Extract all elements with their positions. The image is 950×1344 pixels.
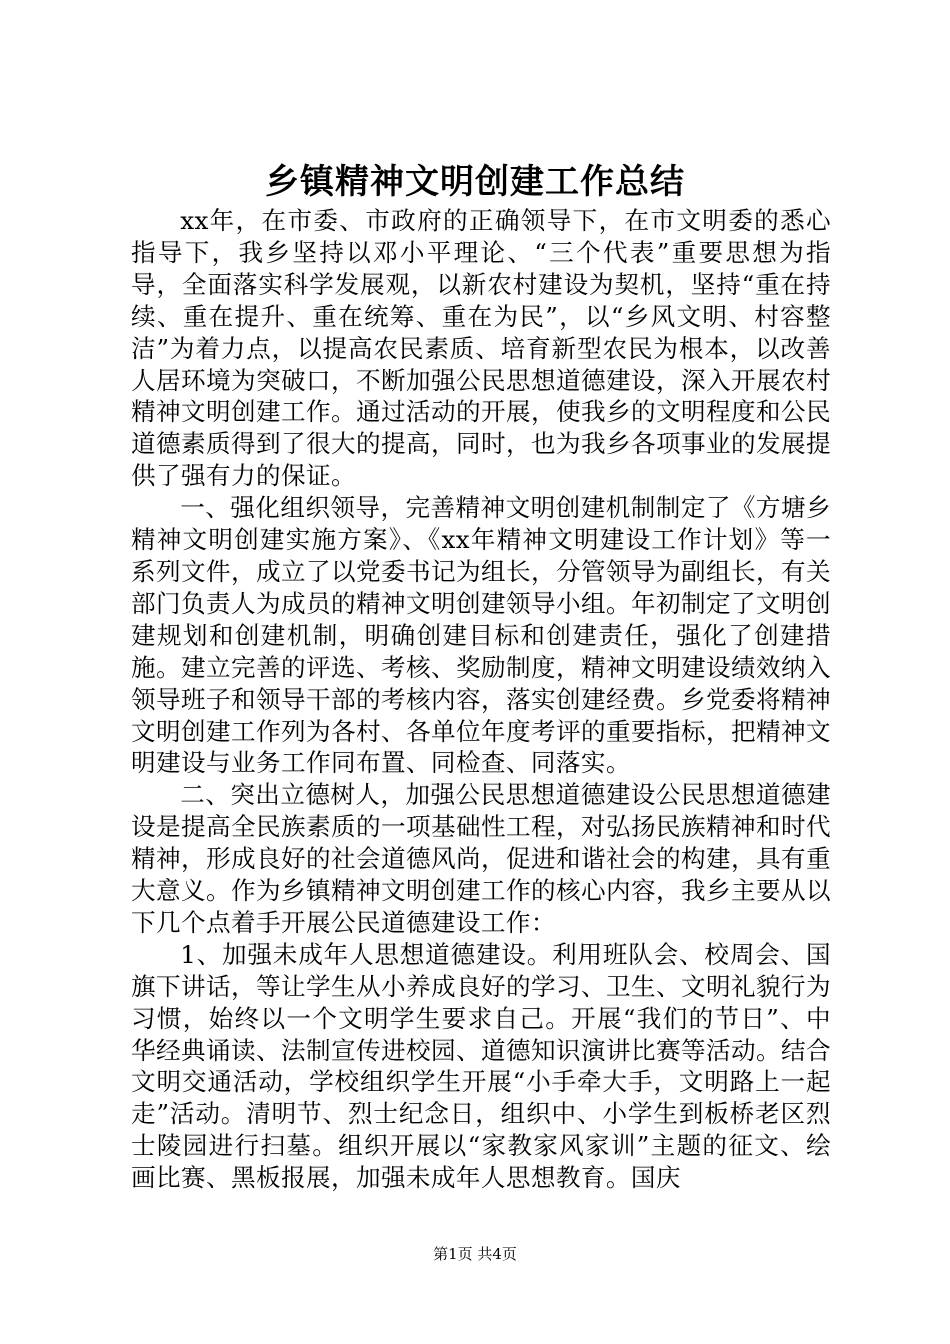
document-title: 乡镇精神文明创建工作总结 [265, 162, 685, 202]
document-body [131, 205, 831, 1194]
paragraph-section-1: 一、强化组织领导，完善精神文明创建机制制定了《方塘乡精神文明创建实施方案》、《xx年精神文明建设工作计划》等一系列文件，成立了以党委书记为组长，分管领导为副组长，有关部门负责人为成员的精神文明创建领导小组。年初制定了文明创建规划和创建机制，明确创建目标和创建责任，强化了创建措施。建立完善的评选、考核、奖励制度，精神文明建设绩效纳入领导班子和领导干部的考核内容，落实创建经费。乡党委将精神文明创建工作列为各村、各单位年度考评的重要指标，把精神文明建设与业务工作同布置、同检查、同落实。 [131, 493, 831, 778]
paragraph-section-2: 二、突出立德树人，加强公民思想道德建设公民思想道德建设是提高全民族素质的一项基础性工程，对弘扬民族精神和时代精神，形成良好的社会道德风尚，促进和谐社会的构建，具有重大意义。作为乡镇精神文明创建工作的核心内容，我乡主要从以下几个点着手开展公民道德建设工作： [131, 780, 831, 937]
page-number-footer: 第1页 共4页 [433, 1245, 517, 1263]
paragraph-item-1: 1、加强未成年人思想道德建设。利用班队会、校周会、国旗下讲话，等让学生从小养成良好的学习、卫生、文明礼貌行为习惯，始终以一个文明学生要求自己。开展“我们的节日”、中华经典诵读、法制宣传进校园、道德知识演讲比赛等活动。结合文明交通活动，学校组织学生开展“小手牵大手，文明路上一起走”活动。清明节、烈士纪念日，组织中、小学生到板桥老区烈士陵园进行扫墓。组织开展以“家教家风家训”主题的征文、绘画比赛、黑板报展，加强未成年人思想教育。国庆 [131, 939, 831, 1193]
paragraph-intro: xx年，在市委、市政府的正确领导下，在市文明委的悉心指导下，我乡坚持以邓小平理论、“三个代表”重要思想为指导，全面落实科学发展观，以新农村建设为契机，坚持“重在持续、重在提升、重在统筹、重在为民”，以“乡风文明、村容整洁”为着力点，以提高农民素质、培育新型农民为根本，以改善人居环境为突破口，不断加强公民思想道德建设，深入开展农村精神文明创建工作。通过活动的开展，使我乡的文明程度和公民道德素质得到了很大的提高，同时，也为我乡各项事业的发展提供了强有力的保证。 [131, 206, 831, 491]
